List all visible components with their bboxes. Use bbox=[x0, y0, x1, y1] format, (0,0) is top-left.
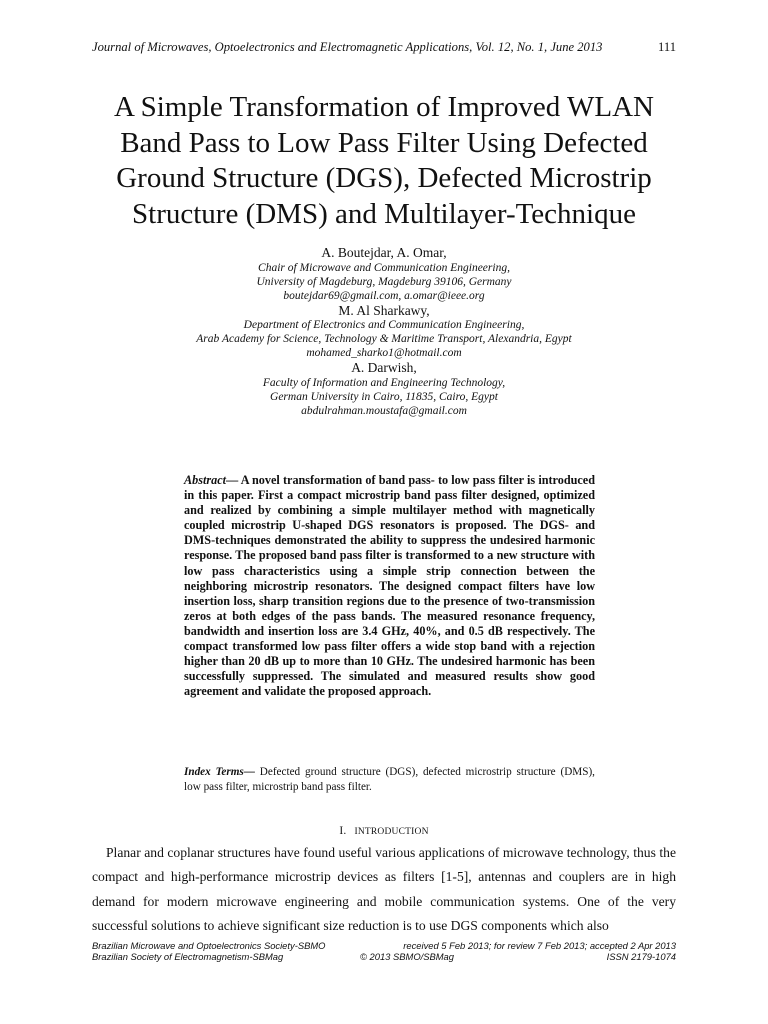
affiliation-line: Department of Electronics and Communication Engineering, bbox=[243, 319, 525, 331]
section-heading bbox=[0, 825, 768, 837]
author-email: boutejdar69@gmail.com, a.omar@ieee.org bbox=[283, 289, 485, 302]
author-block bbox=[100, 245, 668, 418]
abstract bbox=[184, 473, 595, 699]
affiliation-line: German University in Cairo, 11835, Cairo, Egypt bbox=[270, 390, 498, 403]
title-line: A Simple Transformation of Improved WLAN bbox=[114, 91, 654, 123]
author-names: A. Darwish, bbox=[351, 360, 417, 375]
author-email: abdulrahman.moustafa@gmail.com bbox=[301, 404, 467, 417]
section-title: INTRODUCTION bbox=[354, 827, 429, 837]
page-number: 111 bbox=[658, 40, 676, 54]
footer-copyright: © 2013 SBMO/SBMag bbox=[360, 951, 454, 962]
abstract-label: Abstract bbox=[184, 473, 226, 487]
section-number: I. bbox=[339, 825, 347, 837]
footer-row bbox=[92, 951, 676, 962]
journal-citation: Journal of Microwaves, Optoelectronics and Electromagnetic Applications, Vol. 12, No. 1, June 2013 bbox=[92, 40, 603, 54]
author-names: A. Boutejdar, A. Omar, bbox=[321, 245, 447, 260]
index-terms bbox=[184, 765, 595, 795]
title-line: Band Pass to Low Pass Filter Using Defected bbox=[120, 126, 648, 159]
paper-title bbox=[60, 90, 708, 232]
affiliation-line: Arab Academy for Science, Technology & Maritime Transport, Alexandria, Egypt bbox=[196, 333, 572, 345]
abstract-text: A novel transformation of band pass- to low pass filter is introduced in this paper. First a compact microstrip band pass filter designed, optimized and realized by combining a simple multilayer method with magnetically coupled microstrip U-shaped DGS resonators is proposed. The DGS- and DMS-techniques demonstrated the ability to suppress the undesired harmonic response. The proposed band pass filter is transformed to a new structure with low pass characteristics using a simple strip connection between the neighboring microstrip resonators. The designed compact filters have low insertion loss, sharp transition regions due to the presence of two-transmission zeros at both edges of the pass bands. The measured resonance frequency, bandwidth and insertion loss are 3.4 GHz, 40%, and 0.5 dB respectively. The compact transformed low pass filter offers a wide stop band with a rejection higher than 20 dB up to more than 10 GHz. The undesired harmonic has been successfully suppressed. The simulated and measured results show good agreement and validate the proposed approach. bbox=[184, 473, 595, 699]
abstract-dash: — bbox=[225, 473, 239, 487]
author-names: M. Al Sharkawy, bbox=[338, 302, 430, 318]
index-terms-text: Defected ground structure (DGS), defected microstrip structure (DMS), low pass filter, microstrip band pass filter. bbox=[184, 766, 595, 793]
footer-row bbox=[92, 940, 676, 951]
footer-dates: received 5 Feb 2013; for review 7 Feb 2013; accepted 2 Apr 2013 bbox=[403, 940, 676, 951]
title-line: Structure (DMS) and Multilayer-Technique bbox=[132, 197, 636, 230]
title-line: Ground Structure (DGS), Defected Microstrip bbox=[116, 162, 652, 194]
footer-society-sbmag: Brazilian Society of Electromagnetism-SBMag bbox=[92, 951, 284, 962]
index-terms-label: Index Terms— bbox=[184, 766, 255, 778]
affiliation-line: Faculty of Information and Engineering Technology, bbox=[262, 376, 506, 389]
page-footer bbox=[92, 940, 676, 962]
footer-issn: ISSN 2179-1074 bbox=[606, 951, 676, 962]
affiliation-line: University of Magdeburg, Magdeburg 39106, Germany bbox=[256, 275, 512, 288]
running-header bbox=[92, 40, 682, 55]
introduction-paragraph: Planar and coplanar structures have found useful various applications of microwave technology, thus the compact and high-performance microstrip devices as filters [1-5], antennas and couplers are in high demand for modern microwave engineering and mobile communication systems. One of the very successful solutions to achieve significant size reduction is to use DGS components which also bbox=[92, 845, 676, 933]
footer-society-sbmo: Brazilian Microwave and Optoelectronics Society-SBMO bbox=[92, 940, 326, 951]
affiliation-line: Chair of Microwave and Communication Engineering, bbox=[258, 261, 510, 274]
author-email: mohamed_sharko1@hotmail.com bbox=[306, 347, 462, 359]
